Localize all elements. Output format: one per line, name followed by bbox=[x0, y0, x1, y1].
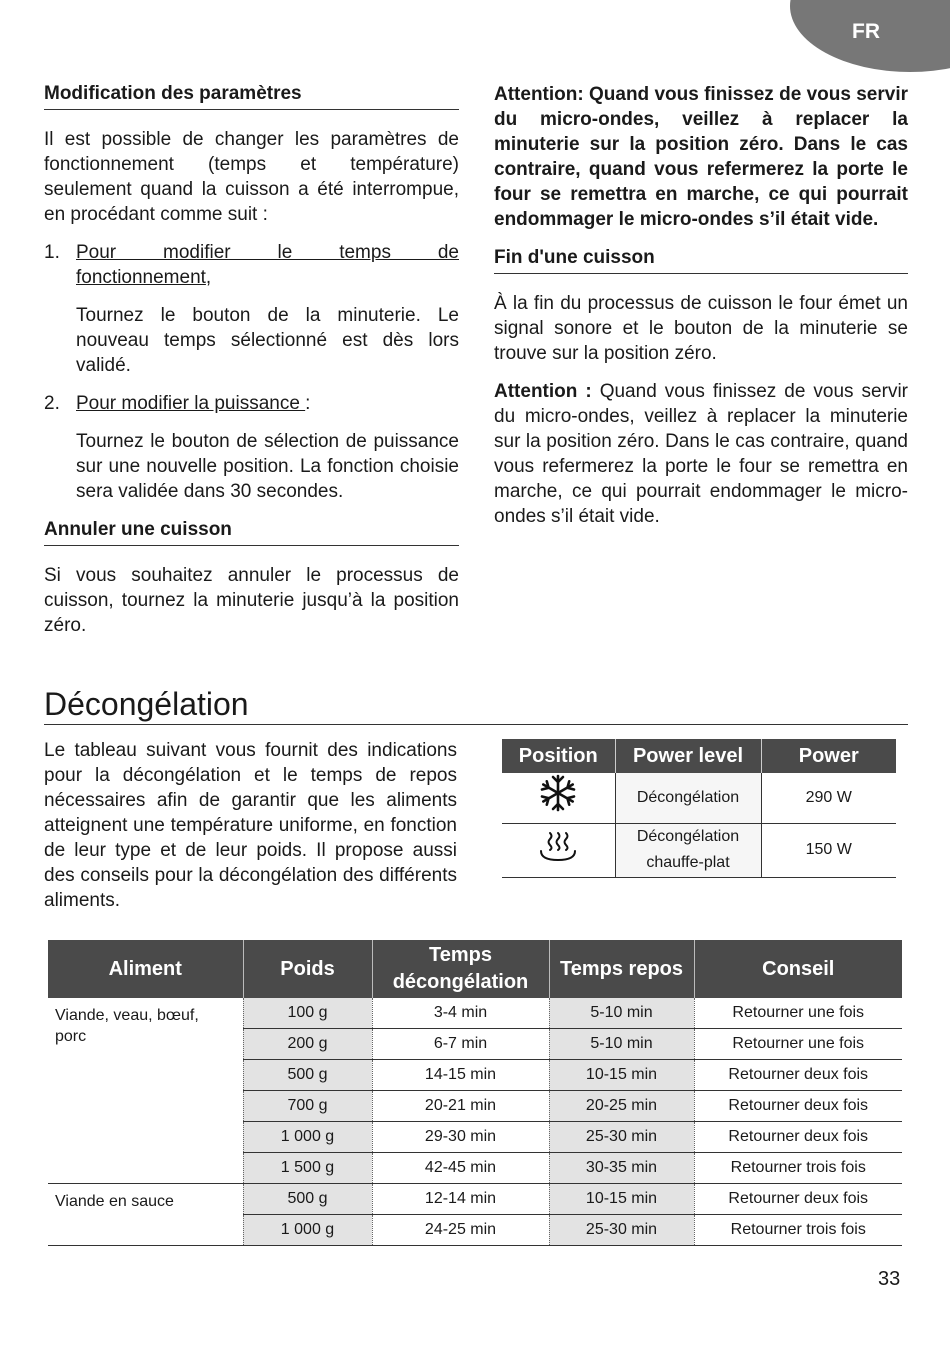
rest-time-cell: 25-30 min bbox=[549, 1215, 694, 1246]
header-poids: Poids bbox=[243, 940, 372, 998]
table-row bbox=[48, 998, 902, 1029]
weight-cell: 100 g bbox=[243, 998, 372, 1029]
right-column bbox=[494, 82, 908, 542]
end-heading: Fin d'une cuisson bbox=[494, 246, 908, 274]
rest-time-cell: 25-30 min bbox=[549, 1122, 694, 1153]
defrost-time-cell: 6-7 min bbox=[372, 1029, 549, 1060]
power-level-cell: Décongélation bbox=[615, 773, 761, 823]
header-temps bbox=[372, 940, 549, 998]
attention-bold-text: Attention: Quand vous finissez de vous servir du micro-ondes, veillez à replacer la minuterie sur la position zéro. Dans le cas contraire, quand vous refermerez la porte le four se remettra en marche, ce qui pourrait endommager le micro-ondes s’il était vide. bbox=[494, 84, 908, 230]
table-row bbox=[48, 1184, 902, 1215]
advice-cell: Retourner une fois bbox=[694, 1029, 902, 1060]
defrost-title: Décongélation bbox=[44, 684, 908, 725]
header-aliment: Aliment bbox=[48, 940, 243, 998]
table-row bbox=[502, 773, 896, 823]
rest-time-cell: 5-10 min bbox=[549, 1029, 694, 1060]
power-cell: 150 W bbox=[761, 823, 896, 877]
power-level-line2: chauffe-plat bbox=[646, 854, 730, 871]
page-number: 33 bbox=[878, 1268, 901, 1290]
weight-cell: 500 g bbox=[243, 1184, 372, 1215]
defrost-time-cell: 20-21 min bbox=[372, 1091, 549, 1122]
defrost-time-cell: 12-14 min bbox=[372, 1184, 549, 1215]
list-title-punct: : bbox=[305, 393, 311, 414]
header-power: Power bbox=[761, 739, 896, 773]
defrost-time-cell: 29-30 min bbox=[372, 1122, 549, 1153]
defrost-table bbox=[48, 940, 902, 1246]
modif-intro: Il est possible de changer les paramètres de fonctionnement (temps et température) seulement quand la cuisson a été interrompue, en procédant comme suit : bbox=[44, 129, 459, 225]
rest-time-cell: 10-15 min bbox=[549, 1184, 694, 1215]
attention-paragraph bbox=[494, 379, 908, 529]
header-position: Position bbox=[502, 739, 615, 773]
rest-time-cell: 5-10 min bbox=[549, 998, 694, 1029]
defrost-time-cell: 42-45 min bbox=[372, 1153, 549, 1184]
advice-cell: Retourner deux fois bbox=[694, 1184, 902, 1215]
weight-cell: 700 g bbox=[243, 1091, 372, 1122]
left-column bbox=[44, 82, 459, 651]
list-text-power: Tournez le bouton de sélection de puissance sur une nouvelle position. La fonction choisie sera validée dans 30 secondes. bbox=[76, 431, 459, 502]
header-repos: Temps repos bbox=[549, 940, 694, 998]
power-table bbox=[502, 739, 896, 878]
attention-label: Attention : bbox=[494, 381, 592, 402]
weight-cell: 1 500 g bbox=[243, 1153, 372, 1184]
end-text: À la fin du processus de cuisson le four émet un signal sonore et le bouton de la minuterie se trouve sur la position zéro. bbox=[494, 293, 908, 364]
food-category bbox=[48, 998, 243, 1184]
food-category-line1: Viande, veau, bœuf, bbox=[55, 1007, 199, 1024]
list-number: 2. bbox=[44, 393, 60, 414]
weight-cell: 1 000 g bbox=[243, 1215, 372, 1246]
advice-cell: Retourner trois fois bbox=[694, 1215, 902, 1246]
header-temps-line2: décongélation bbox=[392, 971, 529, 993]
power-table-header bbox=[502, 739, 896, 773]
weight-cell: 1 000 g bbox=[243, 1122, 372, 1153]
cancel-text: Si vous souhaitez annuler le processus de cuisson, tournez la minuterie jusqu’à la position zéro. bbox=[44, 565, 459, 636]
weight-cell: 200 g bbox=[243, 1029, 372, 1060]
cancel-heading: Annuler une cuisson bbox=[44, 518, 459, 546]
power-cell: 290 W bbox=[761, 773, 896, 823]
language-tab bbox=[790, 0, 950, 72]
list-item-power bbox=[44, 391, 459, 416]
advice-cell: Retourner deux fois bbox=[694, 1060, 902, 1091]
advice-cell: Retourner deux fois bbox=[694, 1091, 902, 1122]
list-title: Pour modifier la puissance bbox=[76, 393, 306, 414]
defrost-time-cell: 14-15 min bbox=[372, 1060, 549, 1091]
food-category bbox=[48, 1184, 243, 1246]
table-row bbox=[502, 823, 896, 877]
header-temps-line1: Temps bbox=[429, 944, 492, 966]
list-title-cont: fonctionnement bbox=[76, 267, 206, 288]
defrost-time-cell: 3-4 min bbox=[372, 998, 549, 1029]
weight-cell: 500 g bbox=[243, 1060, 372, 1091]
food-category-line1: Viande en sauce bbox=[55, 1193, 174, 1210]
list-number: 1. bbox=[44, 242, 60, 263]
rest-time-cell: 30-35 min bbox=[549, 1153, 694, 1184]
attention-text: Quand vous finissez de vous servir du micro-ondes, veillez à replacer la minuterie sur la position zéro. Dans le cas contraire, quand vous refermerez la porte le four se remettra en marche, ce qui pourrait endommager le micro-ondes s’il était vide. bbox=[494, 381, 908, 527]
power-level-line1: Décongélation bbox=[636, 828, 740, 845]
list-text-time: Tournez le bouton de la minuterie. Le nouveau temps sélectionné est dès lors validé. bbox=[76, 305, 459, 376]
header-power-level: Power level bbox=[615, 739, 761, 773]
header-conseil: Conseil bbox=[694, 940, 902, 998]
defrost-table-body bbox=[48, 998, 902, 1246]
power-level-cell bbox=[615, 823, 761, 877]
defrost-intro: Le tableau suivant vous fournit des indications pour la décongélation et le temps de repos nécessaires afin de garantir que les aliments atteignent une température uniforme, en fonction de leur type et de leur poids. Il propose aussi des conseils pour la décongélation des différents aliments. bbox=[44, 740, 457, 911]
snowflake-icon bbox=[502, 773, 615, 823]
defrost-table-header bbox=[48, 940, 902, 998]
rest-time-cell: 20-25 min bbox=[549, 1091, 694, 1122]
language-label: FR bbox=[852, 20, 880, 43]
food-category-line2: porc bbox=[55, 1028, 87, 1045]
list-title: Pour modifier le temps de bbox=[76, 242, 459, 263]
advice-cell: Retourner trois fois bbox=[694, 1153, 902, 1184]
advice-cell: Retourner deux fois bbox=[694, 1122, 902, 1153]
warming-plate-icon bbox=[502, 823, 615, 877]
list-title-punct: , bbox=[205, 267, 212, 288]
rest-time-cell: 10-15 min bbox=[549, 1060, 694, 1091]
list-item-time bbox=[44, 240, 459, 290]
advice-cell: Retourner une fois bbox=[694, 998, 902, 1029]
modif-heading: Modification des paramètres bbox=[44, 82, 459, 110]
defrost-time-cell: 24-25 min bbox=[372, 1215, 549, 1246]
